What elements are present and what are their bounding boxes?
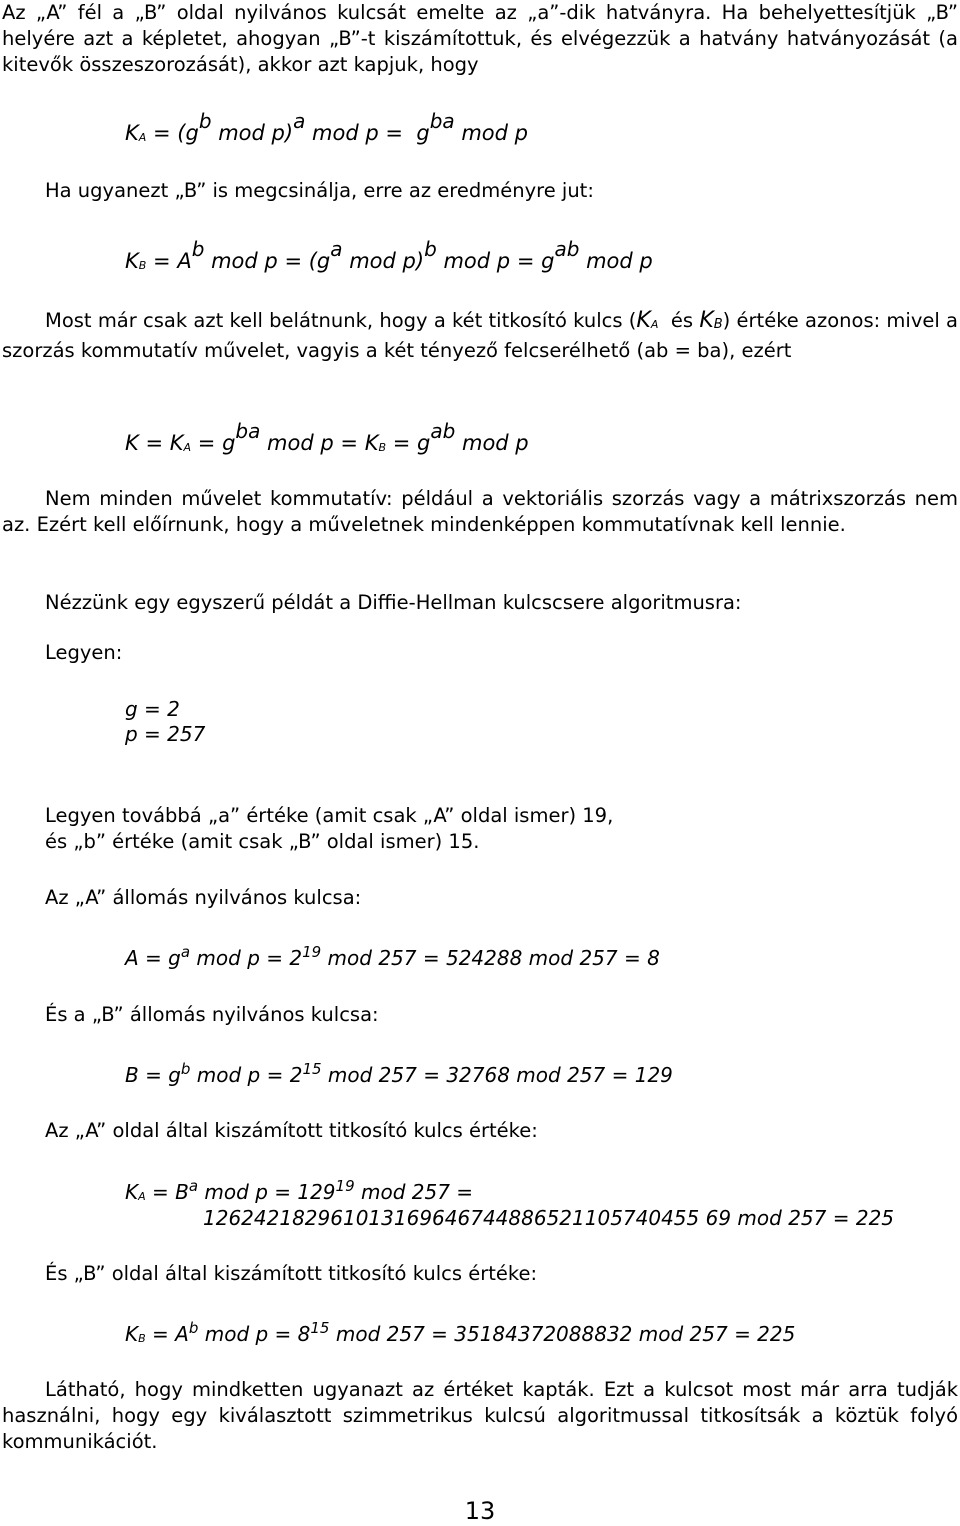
- formula-secret-key-b: KB = $A^b$ mod $p = 8^{15}$ mod 257 = 35184372088832 mod 257 = 225: [125, 1319, 796, 1346]
- formula-key-b: KB = Ab mod p = (ga mod p)b mod p = gab mod p: [125, 237, 653, 273]
- page-number: 13: [464, 1497, 496, 1525]
- formula-secret-key-a-value: 126242182961013169646744886521105740455 69 mod 257 = 225: [203, 1206, 895, 1230]
- paragraph-intro: Az „A” fél a „B” oldal nyilvános kulcsát emelte az „a”-dik hatványra. Ha behelyettesítjük „B” helyére azt a képletet, ahogyan „B”-t kiszámítottuk, és elvégezzük a hatvány hatványozását (a kitevők összeszorozását), akkor azt kapjuk, hogy: [2, 1, 958, 76]
- paragraph-pub-b-label: És a „B” állomás nyilvános kulcsa:: [45, 1003, 379, 1026]
- formula-p-value: p = 257: [125, 722, 206, 746]
- paragraph-b-side: Ha ugyanezt „B” is megcsinálja, erre az eredményre jut:: [45, 179, 594, 202]
- secret-b-line: és „b” értéke (amit csak „B” oldal ismer) 15.: [45, 830, 480, 853]
- paragraph-key-a-label: Az „A” oldal által kiszámított titkosító kulcs értéke:: [45, 1119, 538, 1142]
- paragraph-conclusion: Látható, hogy mindketten ugyanazt az értéket kapták. Ezt a kulcsot most már arra tudják használni, hogy egy kiválasztott szimmetrikus kulcsú algoritmussal titkosítsák a köztük folyó kommunikációt.: [2, 1378, 958, 1453]
- paragraph-key-b-label: És „B” oldal által kiszámított titkosító kulcs értéke:: [45, 1262, 538, 1285]
- paragraph-example-intro: Nézzünk egy egyszerű példát a Diffie-Hellman kulcscsere algoritmusra:: [45, 591, 742, 614]
- formula-public-key-b: $B = g^b$ mod $p = 2^{15}$ mod 257 = 32768 mod 257 = 129: [125, 1060, 673, 1087]
- formula-key-a: KA = (gb mod p)a mod p = gba mod p: [125, 109, 528, 145]
- formula-secret-key-a: KA = $B^a$ mod $p = 129^{19}$ mod 257 =: [125, 1177, 474, 1204]
- paragraph-secret-values: [45, 803, 613, 855]
- paragraph-pub-a-label: Az „A” állomás nyilvános kulcsa:: [45, 886, 362, 909]
- secret-a-line: Legyen továbbá „a” értéke (amit csak „A” oldal ismer) 19,: [45, 804, 614, 827]
- formula-shared-key: K = KA = gba mod p = KB = gab mod p: [125, 419, 529, 455]
- formula-g-value: g = 2: [125, 697, 180, 721]
- paragraph-not-commutative: Nem minden művelet kommutatív: például a vektoriális szorzás vagy a mátrixszorzás nem az. Ezért kell előírnunk, hogy a műveletnek mindenképpen kommutatívnak kell lennie.: [2, 487, 958, 536]
- formula-public-key-a: $A = g^a$ mod $p = 2^{19}$ mod 257 = 524288 mod 257 = 8: [125, 943, 660, 970]
- paragraph-commutative: Most már csak azt kell belátnunk, hogy a két titkosító kulcs (KA és KB) értéke azonos: mivel a szorzás kommutatív művelet, vagyis a két tényező felcserélhető (ab = ba), ezért: [2, 308, 958, 362]
- paragraph-legyen: Legyen:: [45, 641, 123, 664]
